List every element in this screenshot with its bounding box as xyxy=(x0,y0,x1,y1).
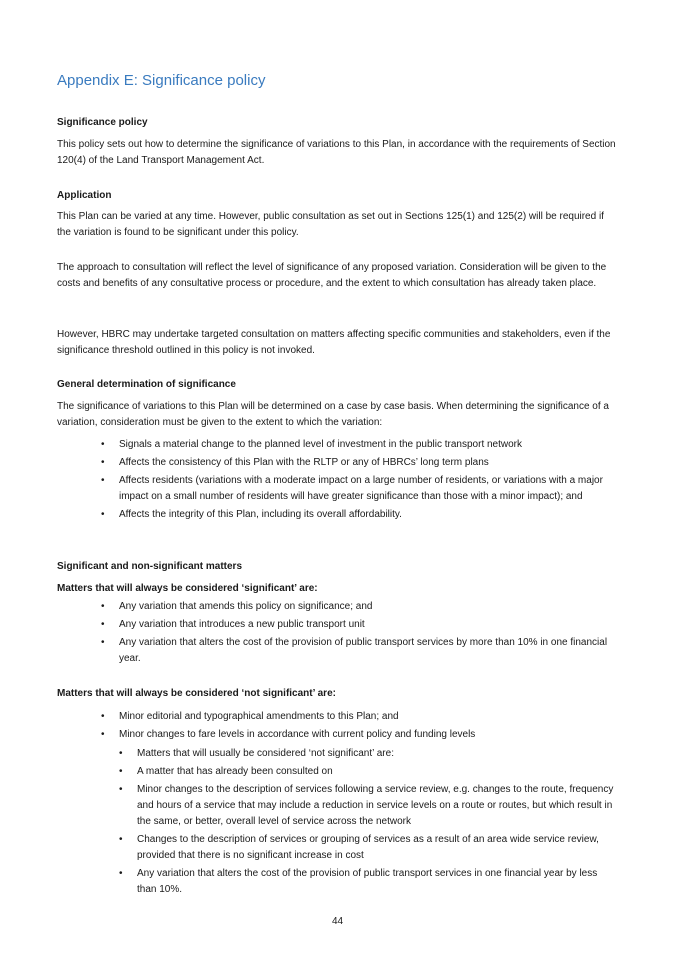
application-paragraph-2: The approach to consultation will reflect the level of significance of any proposed variation. Consideration will be given to the costs and benefits of any consultative process or procedure, and the extent to which consultation has already taken place. xyxy=(57,262,607,289)
usually-not-significant-list xyxy=(137,746,617,898)
page-number: 44 xyxy=(331,916,344,927)
significant-matters-list xyxy=(119,599,617,667)
list-item: • Any variation that amends this policy on significance; and xyxy=(119,599,617,615)
list-item: • Any variation that alters the cost of the provision of public transport services by more than 10% in one financial year. xyxy=(119,635,617,667)
application-paragraph-3: However, HBRC may undertake targeted consultation on matters affecting specific communities and stakeholders, even if the significance threshold outlined in this policy is not invoked. xyxy=(57,329,611,356)
list-item: • Signals a material change to the planned level of investment in the public transport network xyxy=(119,437,617,453)
list-item: • Any variation that alters the cost of the provision of public transport services in one financial year by less than 10%. xyxy=(137,866,617,898)
list-item: • Minor changes to fare levels in accordance with current policy and funding levels xyxy=(119,727,617,743)
significance-policy-heading: Significance policy xyxy=(57,117,148,128)
list-item: • Affects the integrity of this Plan, including its overall affordability. xyxy=(119,507,617,523)
application-paragraph-1: This Plan can be varied at any time. However, public consultation as set out in Sections 125(1) and 125(2) will be required if the variation is found to be significant under this policy. xyxy=(57,211,604,238)
not-significant-matters-heading: Matters that will always be considered ‘not significant’ are: xyxy=(57,688,336,699)
list-item: • Changes to the description of services or grouping of services as a result of an area wide service review, provided that there is no significant increase in cost xyxy=(137,832,617,864)
list-item: • Minor changes to the description of services following a service review, e.g. changes to the route, frequency and hours of a service that may include a reduction in service levels on a route or routes, but which result in the same, or better, overall level of service across the network xyxy=(137,782,617,830)
not-significant-matters-list xyxy=(119,709,617,743)
matters-heading: Significant and non-significant matters xyxy=(57,561,243,572)
policy-paragraph: This policy sets out how to determine the significance of variations to this Plan, in accordance with the requirements of Section 120(4) of the Land Transport Management Act. xyxy=(57,139,616,166)
application-heading: Application xyxy=(57,190,112,201)
general-determination-heading: General determination of significance xyxy=(57,379,236,390)
page-title: Appendix E: Significance policy xyxy=(57,72,266,89)
general-determination-paragraph: The significance of variations to this Plan will be determined on a case by case basis. When determining the significance of a variation, consideration must be given to the extent to which the variation: xyxy=(57,401,609,428)
list-item: • Any variation that introduces a new public transport unit xyxy=(119,617,617,633)
list-item: • Affects the consistency of this Plan with the RLTP or any of HBRCs’ long term plans xyxy=(119,455,617,471)
list-item: • Matters that will usually be considered ‘not significant’ are: xyxy=(137,746,617,762)
list-item: • Minor editorial and typographical amendments to this Plan; and xyxy=(119,709,617,725)
significant-matters-heading: Matters that will always be considered ‘significant’ are: xyxy=(57,583,318,594)
list-item: • A matter that has already been consulted on xyxy=(137,764,617,780)
general-criteria-list xyxy=(119,437,617,523)
list-item: • Affects residents (variations with a moderate impact on a large number of residents, or variations with a major impact on a small number of residents will have greater significance than those with a minor impact); and xyxy=(119,473,617,505)
